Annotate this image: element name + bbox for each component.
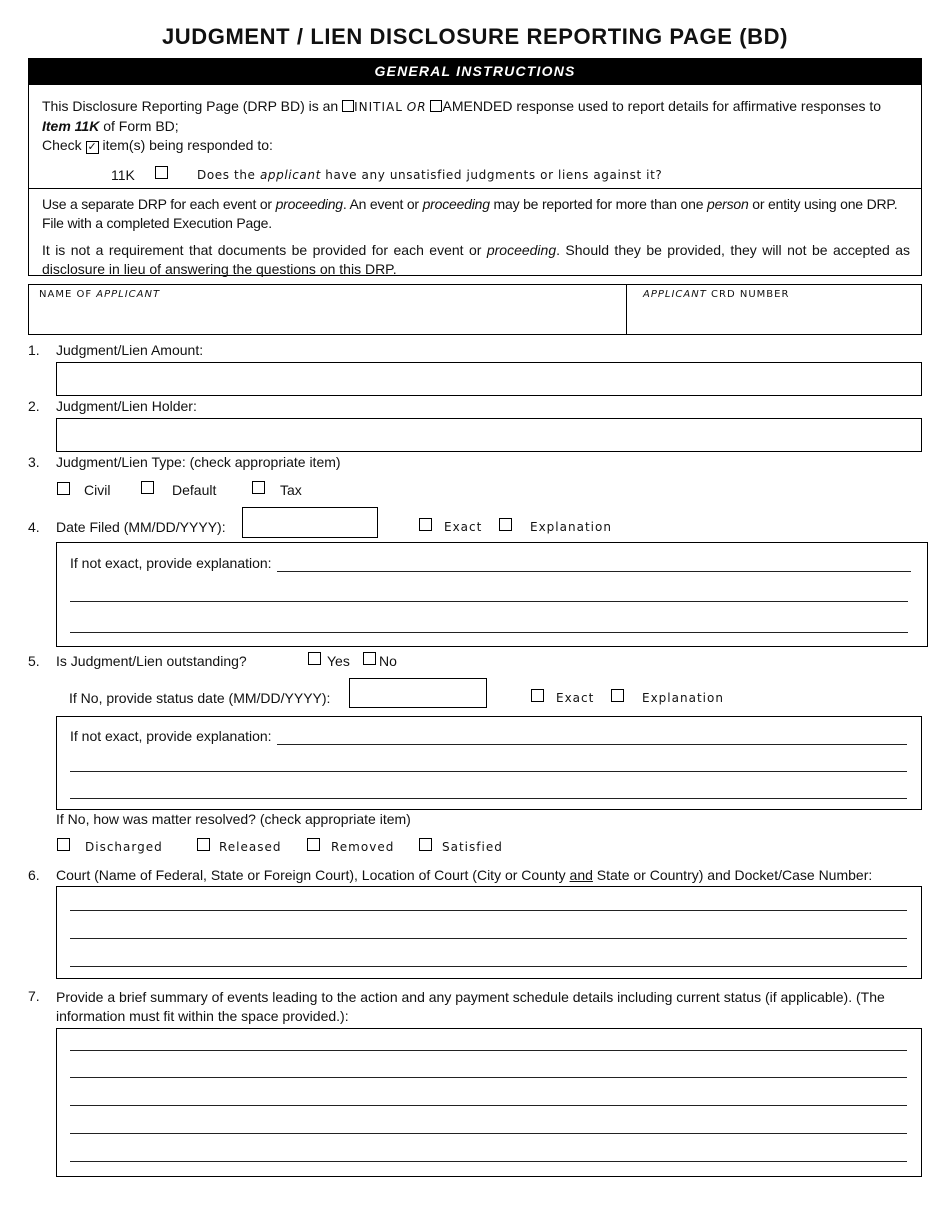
para2-a: It is not a requirement that documents be provided for each event or [42, 242, 487, 258]
status-date-explanation-label: Explanation [642, 691, 724, 705]
para1-em1: proceeding [275, 196, 343, 212]
drp-type-line [42, 97, 912, 155]
or-label: OR [406, 100, 427, 114]
status-date-explanation-checkbox[interactable] [611, 689, 624, 702]
check-prefix: Check [42, 137, 82, 153]
judgment-holder-input[interactable] [56, 418, 922, 452]
resolved-released-checkbox[interactable] [197, 838, 210, 851]
q5-explain-label: If not exact, provide explanation: [70, 728, 272, 744]
para1-em3: person [706, 196, 749, 212]
q1-number: 1. [28, 342, 40, 358]
type-civil-label: Civil [84, 482, 111, 498]
q3-number: 3. [28, 454, 40, 470]
item-code: 11K [111, 167, 135, 183]
applicant-name-input[interactable] [31, 303, 621, 331]
resolved-removed-checkbox[interactable] [307, 838, 320, 851]
date-filed-exact-checkbox[interactable] [419, 518, 432, 531]
separate-drp-box [28, 188, 922, 276]
resolved-discharged-label: Discharged [85, 840, 163, 854]
status-date-label: If No, provide status date (MM/DD/YYYY): [69, 690, 331, 706]
resolved-label: If No, how was matter resolved? (check appropriate item) [56, 811, 411, 827]
initial-checkbox[interactable] [342, 100, 354, 112]
judgment-amount-input[interactable] [56, 362, 922, 396]
q5-number: 5. [28, 653, 40, 669]
date-filed-explanation-box[interactable] [56, 542, 928, 647]
q6-label [56, 867, 872, 883]
resolved-discharged-checkbox[interactable] [57, 838, 70, 851]
applicant-name-label [39, 289, 160, 300]
q6-label-u: and [569, 867, 593, 883]
q1-label: Judgment/Lien Amount: [56, 342, 204, 358]
summary-box[interactable] [56, 1028, 922, 1177]
status-date-input[interactable] [349, 678, 487, 708]
separate-drp-text [42, 195, 912, 233]
q3-label: Judgment/Lien Type: (check appropriate item) [56, 454, 341, 470]
applicant-divider [626, 285, 627, 334]
type-default-label: Default [172, 482, 217, 498]
q6-label-b: State or Country) and Docket/Case Number: [592, 867, 873, 883]
date-filed-explanation-label: Explanation [530, 520, 612, 534]
q6-line-3 [70, 966, 907, 967]
q6-line-1 [70, 910, 907, 911]
outstanding-yes-label: Yes [327, 653, 350, 669]
para2-b: . Should they be provided, they will not be accepted as disclosure in lieu of answering the questions on this DRP. [42, 242, 910, 277]
outstanding-yes-checkbox[interactable] [308, 652, 321, 665]
para1-b: . An event or [342, 196, 423, 212]
documents-text [42, 241, 910, 279]
q6-number: 6. [28, 867, 40, 883]
resolved-satisfied-checkbox[interactable] [419, 838, 432, 851]
q6-label-a: Court (Name of Federal, State or Foreign Court), Location of Court (City or County [56, 867, 570, 883]
q4-explain-line-3 [70, 632, 908, 633]
date-filed-exact-label: Exact [444, 520, 483, 534]
q4-explain-line-1 [277, 571, 911, 572]
type-tax-label: Tax [280, 482, 302, 498]
item-question [197, 168, 662, 182]
type-tax-checkbox[interactable] [252, 481, 265, 494]
applicant-crd-input[interactable] [631, 303, 919, 331]
outstanding-no-checkbox[interactable] [363, 652, 376, 665]
type-default-checkbox[interactable] [141, 481, 154, 494]
resolved-released-label: Released [219, 840, 282, 854]
name-em: APPLICANT [96, 289, 161, 300]
amended-label: AMENDED response used to report details for affirmative responses to [442, 98, 882, 114]
amended-checkbox[interactable] [430, 100, 442, 112]
item-ref: Item 11K [42, 118, 100, 134]
instructions-box [28, 84, 922, 189]
resolved-removed-label: Removed [331, 840, 395, 854]
item-question-a: Does the [197, 168, 260, 182]
q2-label: Judgment/Lien Holder: [56, 398, 197, 414]
item-11k-checkbox[interactable] [155, 166, 168, 179]
checkmark-icon: ✓ [87, 141, 97, 153]
intro-text: This Disclosure Reporting Page (DRP BD) is an [42, 98, 339, 114]
date-filed-explanation-checkbox[interactable] [499, 518, 512, 531]
page-title: JUDGMENT / LIEN DISCLOSURE REPORTING PAGE (BD) [161, 24, 789, 49]
para1-c: may be reported for more than one [489, 196, 707, 212]
item-question-em: applicant [259, 168, 321, 182]
q5-explain-line-2 [70, 771, 907, 772]
q5-label: Is Judgment/Lien outstanding? [56, 653, 247, 669]
q7-line-1 [70, 1050, 907, 1051]
crd-suffix: CRD NUMBER [706, 289, 790, 300]
para1-d: or entity using one DRP. File with a completed Execution Page. [42, 196, 898, 231]
q7-line-5 [70, 1161, 907, 1162]
q4-label: Date Filed (MM/DD/YYYY): [56, 519, 226, 535]
check-suffix: item(s) being responded to: [102, 137, 273, 153]
court-info-box[interactable] [56, 886, 922, 979]
status-date-explanation-box[interactable] [56, 716, 922, 810]
initial-label: INITIAL [354, 100, 403, 114]
q7-line-3 [70, 1105, 907, 1106]
status-date-exact-label: Exact [556, 691, 595, 705]
form-ref: of Form BD; [99, 118, 179, 134]
name-prefix: NAME OF [39, 289, 97, 300]
para1-a: Use a separate DRP for each event or [42, 196, 276, 212]
q4-explain-label: If not exact, provide explanation: [70, 555, 272, 571]
q4-number: 4. [28, 519, 40, 535]
q7-line-2 [70, 1077, 907, 1078]
crd-em: APPLICANT [643, 289, 707, 300]
general-instructions-bar: GENERAL INSTRUCTIONS [28, 58, 922, 84]
q7-line-4 [70, 1133, 907, 1134]
applicant-crd-label [643, 289, 789, 300]
status-date-exact-checkbox[interactable] [531, 689, 544, 702]
type-civil-checkbox[interactable] [57, 482, 70, 495]
q5-explain-line-1 [277, 744, 907, 745]
q6-line-2 [70, 938, 907, 939]
q7-label: Provide a brief summary of events leading to the action and any payment schedule details including current status (if applicable). (The information must fit within the space provided.): [56, 989, 885, 1024]
date-filed-input[interactable] [242, 507, 378, 538]
applicant-info-box [28, 284, 922, 335]
item-question-b: have any unsatisfied judgments or liens against it? [320, 168, 663, 182]
para2-em: proceeding [486, 242, 557, 258]
para1-em2: proceeding [422, 196, 490, 212]
q7-number: 7. [28, 988, 40, 1004]
q4-explain-line-2 [70, 601, 908, 602]
outstanding-no-label: No [379, 653, 397, 669]
q5-explain-line-3 [70, 798, 907, 799]
q2-number: 2. [28, 398, 40, 414]
resolved-satisfied-label: Satisfied [442, 840, 503, 854]
